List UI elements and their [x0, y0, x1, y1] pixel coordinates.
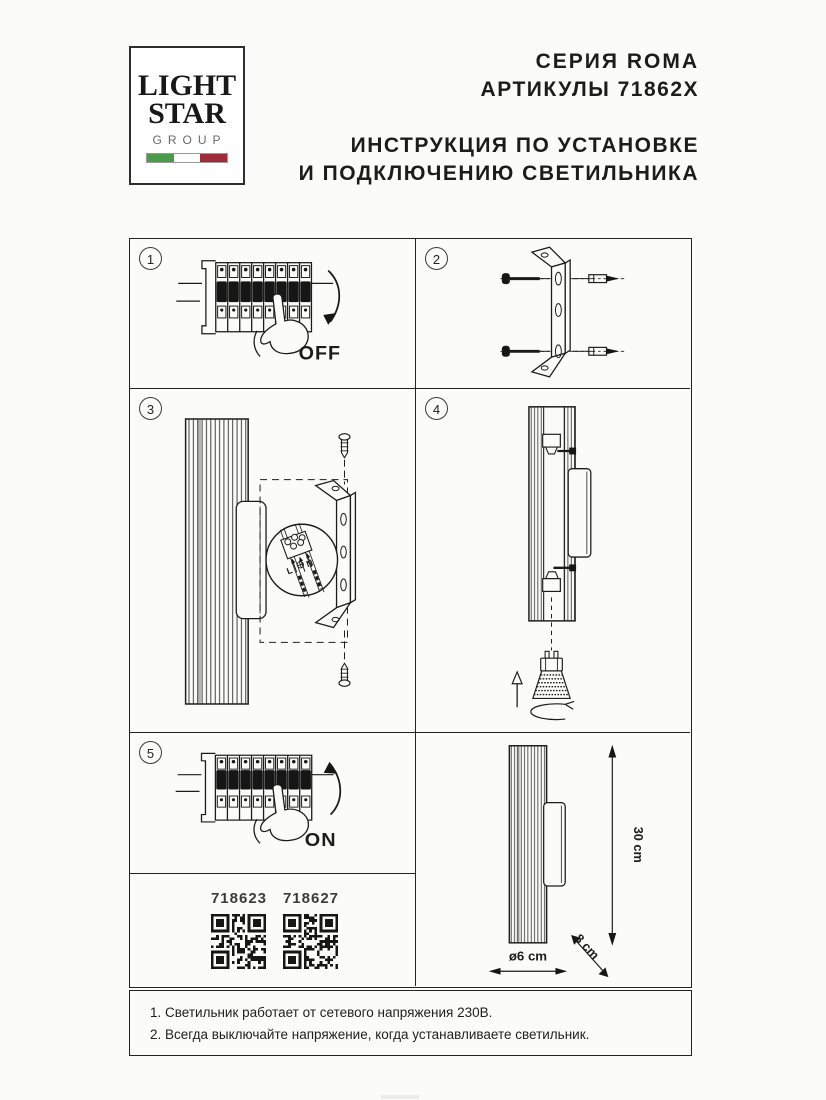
step-4-panel: [416, 389, 690, 733]
screw-icon: [339, 434, 350, 458]
lamp-backplate: [544, 803, 566, 886]
qr-code-left: [211, 914, 266, 969]
rotate-off-arrow-icon: [323, 271, 339, 325]
lamp-backplate: [568, 469, 591, 557]
step-1-badge: 1: [139, 247, 162, 270]
step-1-panel: [130, 239, 416, 389]
diameter-dimension-label: ø6 cm: [508, 948, 548, 964]
step-3-panel: [130, 389, 416, 733]
title-line-2: И ПОДКЛЮЧЕНИЮ СВЕТИЛЬНИКА: [298, 162, 699, 185]
height-dimension-arrow: [608, 745, 616, 946]
screw-icon: [339, 663, 350, 686]
title-line-1: ИНСТРУКЦИЯ ПО УСТАНОВКЕ: [350, 134, 699, 157]
articles-title: АРТИКУЛЫ 71862X: [480, 78, 699, 101]
dimensions-panel: [416, 733, 690, 986]
terminal-l-label: L: [285, 565, 294, 577]
flag-white-stripe: [174, 154, 201, 162]
gu10-bulb-icon: [533, 651, 570, 698]
instruction-grid: [129, 238, 692, 988]
flag-red-stripe: [200, 154, 227, 162]
document-header: [299, 48, 699, 188]
height-dimension-label: 30 cm: [630, 826, 646, 863]
page-title: [299, 132, 699, 188]
wiring-magnifier: [266, 522, 337, 600]
qr-code-right: [283, 914, 338, 969]
bulb-installation-illustration: [416, 389, 688, 731]
circuit-breaker-on-illustration: [130, 733, 414, 872]
note-1: 1. Светильник работает от сетевого напряжения 230В.: [150, 1005, 493, 1020]
lamp-dimensions-illustration: [416, 733, 688, 984]
wall-anchor-icon: [573, 347, 619, 355]
logo-word-group: GROUP: [152, 133, 227, 147]
rotate-on-arrow-icon: [324, 762, 341, 815]
insert-up-arrow-icon: [512, 672, 522, 707]
italian-flag-icon: [146, 153, 228, 163]
flag-green-stripe: [147, 154, 174, 162]
step-5-badge: 5: [139, 741, 162, 764]
wall-anchor-icon: [573, 275, 619, 283]
lamp-wiring-illustration: [130, 389, 414, 731]
lamp-backplate: [236, 501, 266, 618]
qr-code-label-right: 718627: [282, 890, 340, 907]
depth-dimension-label: 8 cm: [571, 930, 603, 963]
off-label: OFF: [298, 342, 342, 365]
step-5-panel: [130, 733, 416, 874]
circuit-breaker-off-illustration: [130, 239, 414, 387]
lamp-body: [509, 746, 546, 943]
rotate-bulb-arrow-icon: [531, 701, 574, 719]
terminal-n-label: N: [304, 557, 315, 570]
notes-box: [129, 990, 692, 1056]
step-4-badge: 4: [425, 397, 448, 420]
diameter-dimension-arrow: [489, 968, 567, 975]
on-label: ON: [304, 830, 337, 851]
logo-word-light: LIGHT: [137, 69, 237, 102]
step-2-panel: [416, 239, 690, 389]
mounting-bracket-illustration: [416, 239, 688, 387]
qr-panel: [130, 874, 416, 986]
step-3-badge: 3: [139, 397, 162, 420]
note-2: 2. Всегда выключайте напряжение, когда устанавливаете светильник.: [150, 1027, 590, 1042]
lightstar-logo: [129, 46, 245, 185]
step-2-badge: 2: [425, 247, 448, 270]
screw-icon: [502, 346, 550, 356]
screw-icon: [502, 274, 550, 284]
page-edge-artifact: [381, 1095, 419, 1099]
series-title: СЕРИЯ ROMA: [535, 50, 699, 73]
bracket-icon: [532, 247, 570, 377]
logo-word-star: STAR: [148, 97, 226, 130]
qr-code-label-left: 718623: [210, 890, 268, 907]
